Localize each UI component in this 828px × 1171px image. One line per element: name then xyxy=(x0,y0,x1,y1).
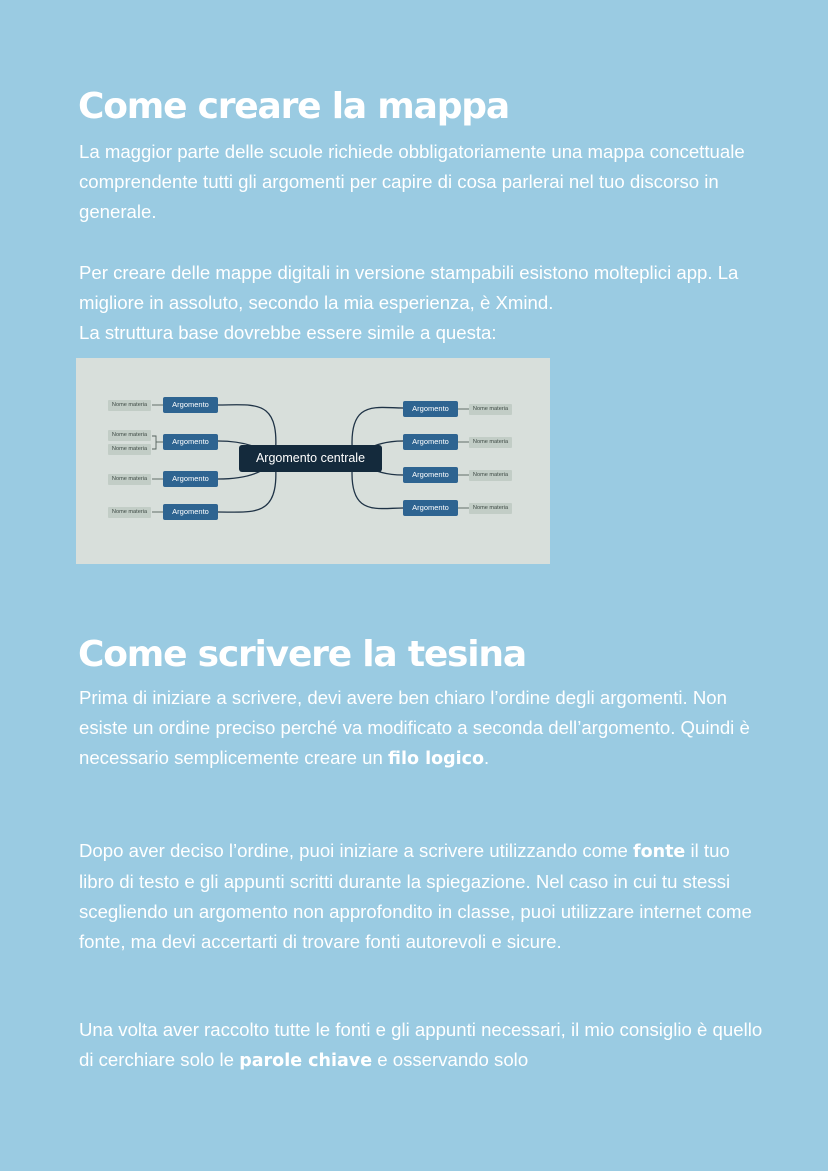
mindmap-topic: Argomento xyxy=(403,500,458,516)
mindmap-leaf: Nome materia xyxy=(108,430,151,441)
section-title-mappa: Come creare la mappa xyxy=(78,86,509,127)
mindmap-topic: Argomento xyxy=(163,434,218,450)
section-title-tesina: Come scrivere la tesina xyxy=(78,634,526,675)
paragraph-text: e osservando solo xyxy=(372,1049,529,1070)
mindmap-leaf: Nome materia xyxy=(469,437,512,448)
paragraph-text: il tuo libro di testo e gli appunti scritti durante la spiegazione. Nel caso in cui tu stessi scegliendo un argomento non approfondito in classe, puoi utilizzare internet come fonte, ma devi accertarti di trovare fonti autorevoli e sicure. xyxy=(79,840,752,952)
paragraph-mappa-app xyxy=(79,258,769,348)
mindmap-topic: Argomento xyxy=(163,471,218,487)
paragraph-text: Prima di iniziare a scrivere, devi avere ben chiaro l’ordine degli argomenti. Non esiste un ordine preciso perché va modificato a seconda dell’argomento. Quindi è necessario semplicemente creare un xyxy=(79,687,750,768)
paragraph-text: Una volta aver raccolto tutte le fonti e gli appunti necessari, il mio consiglio è quello di cerchiare solo le xyxy=(79,1019,763,1070)
mindmap-leaf: Nome materia xyxy=(108,507,151,518)
bold-term: fonte xyxy=(632,842,686,862)
mindmap-leaf: Nome materia xyxy=(108,444,151,455)
bold-term: filo logico xyxy=(388,749,485,769)
bold-term: parole chiave xyxy=(239,1051,373,1071)
mindmap-image xyxy=(76,358,550,564)
paragraph-mappa-intro xyxy=(79,137,769,227)
mindmap-leaf: Nome materia xyxy=(469,503,512,514)
mindmap-topic: Argomento xyxy=(163,397,218,413)
paragraph-tesina-parole-chiave xyxy=(79,1015,769,1076)
paragraph-text: La struttura base dovrebbe essere simile a questa: xyxy=(79,322,497,343)
paragraph-tesina-ordine xyxy=(79,683,769,774)
mindmap-leaf: Nome materia xyxy=(108,474,151,485)
mindmap-topic: Argomento xyxy=(403,401,458,417)
paragraph-text: . xyxy=(484,747,490,768)
mindmap-leaf: Nome materia xyxy=(469,470,512,481)
mindmap-topic: Argomento xyxy=(403,434,458,450)
paragraph-text: La maggior parte delle scuole richiede obbligatoriamente una mappa concettuale comprendente tutti gli argomenti per capire di cosa parlerai nel tuo discorso in generale. xyxy=(79,141,745,222)
mindmap-center-topic: Argomento centrale xyxy=(239,445,382,472)
mindmap-leaf: Nome materia xyxy=(469,404,512,415)
paragraph-tesina-fonte xyxy=(79,836,769,957)
paragraph-text: Per creare delle mappe digitali in versione stampabili esistono molteplici app. La migliore in assoluto, secondo la mia esperienza, è Xmind. xyxy=(79,262,739,313)
mindmap-leaf: Nome materia xyxy=(108,400,151,411)
paragraph-text: Dopo aver deciso l’ordine, puoi iniziare a scrivere utilizzando come xyxy=(79,840,633,861)
mindmap-topic: Argomento xyxy=(403,467,458,483)
mindmap-topic: Argomento xyxy=(163,504,218,520)
